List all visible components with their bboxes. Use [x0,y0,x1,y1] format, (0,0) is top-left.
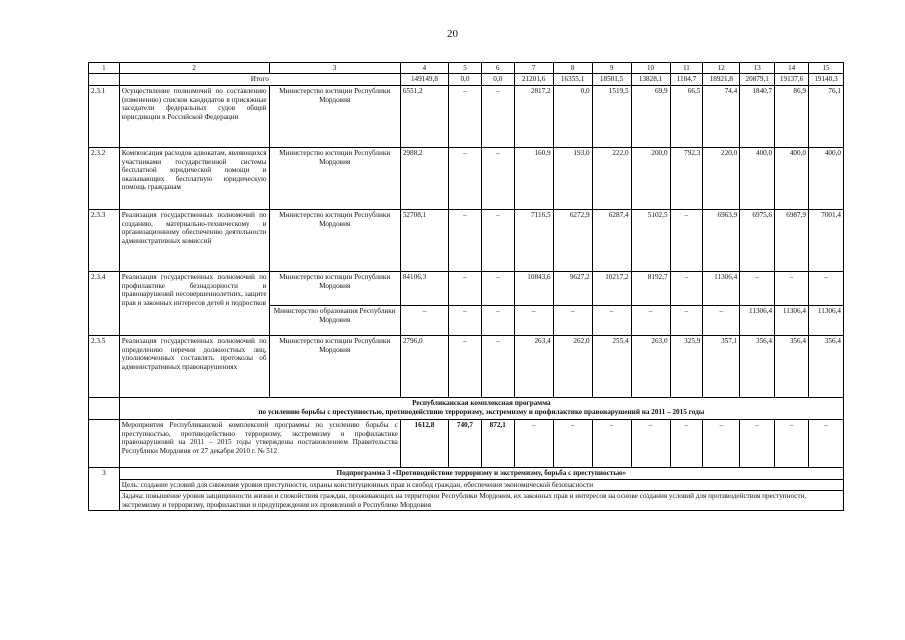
header-cell: 15 [808,63,843,74]
row-value: – [592,306,631,336]
row-value: – [740,272,775,306]
program-measures: Мероприятия Республиканской комплексной программы по усилению борьбы с преступностью, противодействию терроризму, экстремизму и профилактике правонарушений на 2011 – 2015 годы утверждены постановлением Правительства Республики Мордовия от 27 декабря 2010 г. № 512 [119,420,400,468]
row-value: 262,0 [553,336,592,398]
row-value: – [449,336,482,398]
row-value: 76,1 [808,86,843,148]
row-number: 2.3.3 [89,210,120,272]
row-value: 10843,6 [514,272,553,306]
row-value: 255,4 [592,336,631,398]
row-value: 10217,2 [592,272,631,306]
total-value: 0,0 [481,74,514,86]
row-value: 325,9 [670,336,703,398]
row-value: 9627,2 [553,272,592,306]
program-value: – [514,420,553,468]
row-value: 69,9 [631,86,670,148]
program-title-line2: по усилению борьбы с преступностью, противодействию терроризму, экстремизму и профилактике правонарушений на 2011 – 2015 годы [258,407,705,416]
budget-table [88,62,844,511]
header-cell: 6 [481,63,514,74]
program-title-line1: Республиканская комплексная программа [412,399,551,408]
row-value: – [670,272,703,306]
program-value: – [703,420,740,468]
row-value: – [703,306,740,336]
total-value: 21201,6 [514,74,553,86]
row-name: Реализация государственных полномочий по созданию, материально-техническому и организационному обеспечению деятельности административных комиссий [119,210,269,272]
total-row [89,74,844,86]
row-value: – [449,306,482,336]
table-row [89,86,844,148]
row-value: 11306,4 [703,272,740,306]
header-cell: 12 [703,63,740,74]
row-value: – [449,272,482,306]
subprogram-goal: Цель: создание условий для снижения уровня преступности, охраны конституционных прав и свобод граждан, обеспечения экономической безопасности [119,479,843,490]
row-executor: Министерство юстиции Республики Мордовия [269,86,400,148]
row-value: 6287,4 [592,210,631,272]
row-value: – [481,306,514,336]
row-value: – [481,148,514,210]
total-value: 1184,7 [670,74,703,86]
row-value: 400,0 [740,148,775,210]
total-value: 19140,3 [808,74,843,86]
total-value: 16355,1 [553,74,592,86]
row-value: 86,9 [775,86,809,148]
program-value: – [553,420,592,468]
row-value: 6975,6 [740,210,775,272]
program-value: – [670,420,703,468]
row-value: – [631,306,670,336]
row-value: 222,0 [592,148,631,210]
row-value: 7001,4 [808,210,843,272]
program-value: – [631,420,670,468]
row-value: 1519,5 [592,86,631,148]
table-row [89,336,844,398]
row-value: 220,0 [703,148,740,210]
row-value: – [449,148,482,210]
row-number: 2.3.2 [89,148,120,210]
row-value: 160,9 [514,148,553,210]
row-value: – [553,306,592,336]
table-row [89,148,844,210]
row-number: 2.3.1 [89,86,120,148]
subprogram-task: Задача: повышение уровня защищенности жизни и спокойствия граждан, проживающих на территории Республики Мордовия, их законных прав и интересов на основе создания условий для противодействия преступности, экстремизму и терроризму, профилактики и предупреждения их проявлений в Республике Мордовия [119,491,843,511]
row-value: 11306,4 [775,306,809,336]
row-value: 8192,7 [631,272,670,306]
row-value: 1840,7 [740,86,775,148]
row-name: Компенсация расходов адвокатам, являющихся участниками государственной системы бесплатной юридической помощи и оказывающих бесплатную юридическую помощь гражданам [119,148,269,210]
row-executor: Министерство юстиции Республики Мордовия [269,272,400,306]
header-row [89,63,844,74]
row-executor: Министерство образования Республики Мордовия [269,306,400,336]
row-value: – [481,272,514,306]
program-value: – [808,420,843,468]
row-number: 2.3.5 [89,336,120,398]
row-value: 200,0 [631,148,670,210]
row-value: 74,4 [703,86,740,148]
row-value: 356,4 [808,336,843,398]
row-value: 400,0 [775,148,809,210]
header-cell: 2 [119,63,269,74]
row-value: – [775,272,809,306]
row-value: 6551,2 [400,86,448,148]
row-value: 6272,9 [553,210,592,272]
header-cell: 11 [670,63,703,74]
header-cell: 9 [592,63,631,74]
program-title-row [89,398,844,420]
row-value: 193,0 [553,148,592,210]
page-number: 20 [447,28,458,40]
row-value: 2817,2 [514,86,553,148]
program-value: 740,7 [449,420,482,468]
row-value: 356,4 [775,336,809,398]
total-label: Итого [119,74,400,86]
program-value: 872,1 [481,420,514,468]
row-value: – [400,306,448,336]
row-value: 0,0 [553,86,592,148]
table-row [89,210,844,272]
row-executor: Министерство юстиции Республики Мордовия [269,210,400,272]
row-value: – [481,210,514,272]
row-value: 2796,0 [400,336,448,398]
row-value: 6963,9 [703,210,740,272]
program-measures-row [89,420,844,468]
row-value: 6987,9 [775,210,809,272]
row-name: Реализация государственных полномочий по профилактике безнадзорности и правонарушений несовершеннолетних, защите прав и законных интересов детей и подростков [119,272,269,336]
total-value: 19137,6 [775,74,809,86]
row-value: 263,4 [514,336,553,398]
row-value: 400,0 [808,148,843,210]
subprogram-title: Подпрограмма 3 «Противодействие терроризму и экстремизму, борьба с преступностью» [119,468,843,479]
total-value: 20879,1 [740,74,775,86]
row-name: Реализация государственных полномочий по определению перечня должностных лиц, уполномоченных составлять протоколы об административных правонарушениях [119,336,269,398]
row-value: – [670,210,703,272]
table-row [89,272,844,306]
row-value: 5102,5 [631,210,670,272]
program-title [119,398,843,420]
row-value: 357,1 [703,336,740,398]
program-value: – [592,420,631,468]
header-cell: 3 [269,63,400,74]
row-value: 356,4 [740,336,775,398]
row-value: – [449,86,482,148]
subprogram-number: 3 [89,468,120,511]
header-cell: 14 [775,63,809,74]
header-cell: 7 [514,63,553,74]
row-executor: Министерство юстиции Республики Мордовия [269,336,400,398]
row-value: – [481,336,514,398]
row-value: 84106,3 [400,272,448,306]
row-value: 792,3 [670,148,703,210]
row-value: – [481,86,514,148]
total-value: 13828,1 [631,74,670,86]
row-value: 263,0 [631,336,670,398]
row-value: 7116,5 [514,210,553,272]
row-name: Осуществление полномочий по составлению (изменению) списков кандидатов в присяжные заседатели федеральных судов общей юрисдикции в Российской Федерации [119,86,269,148]
row-value: 52708,1 [400,210,448,272]
row-value: 11306,4 [740,306,775,336]
total-value: 149149,8 [400,74,448,86]
row-value: – [808,272,843,306]
total-value: 0,0 [449,74,482,86]
program-value: – [775,420,809,468]
header-cell: 1 [89,63,120,74]
row-value: 2988,2 [400,148,448,210]
row-value: – [514,306,553,336]
row-value: 11306,4 [808,306,843,336]
row-executor: Министерство юстиции Республики Мордовия [269,148,400,210]
header-cell: 5 [449,63,482,74]
header-cell: 4 [400,63,448,74]
total-value: 18501,5 [592,74,631,86]
row-value: – [449,210,482,272]
header-cell: 13 [740,63,775,74]
row-value: – [670,306,703,336]
subprogram-title-row [89,468,844,479]
row-number: 2.3.4 [89,272,120,336]
header-cell: 8 [553,63,592,74]
program-value: – [740,420,775,468]
subprogram-task-row [89,491,844,511]
subprogram-goal-row [89,479,844,490]
header-cell: 10 [631,63,670,74]
row-value: 66,5 [670,86,703,148]
program-value: 1612,8 [400,420,448,468]
total-value: 18921,8 [703,74,740,86]
